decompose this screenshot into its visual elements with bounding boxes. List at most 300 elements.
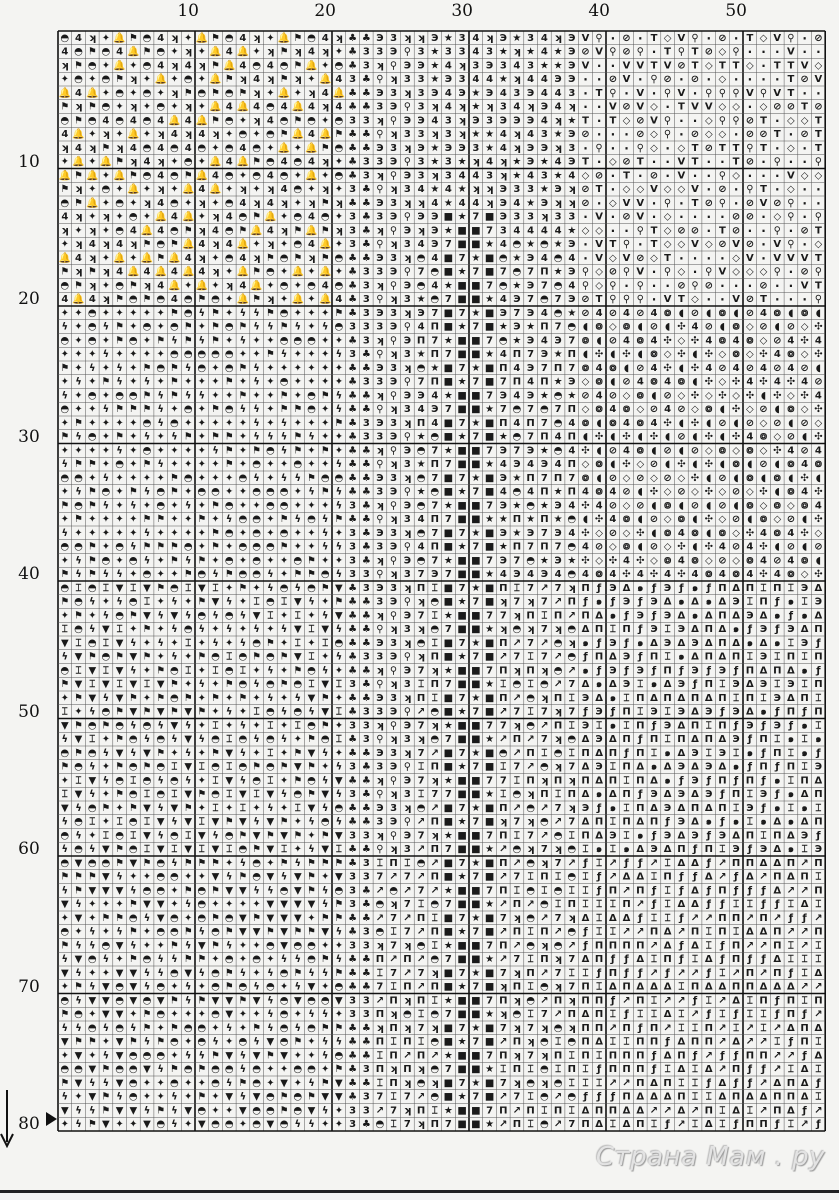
pattern-symbol-f: ƒ: [733, 1119, 739, 1130]
pattern-symbol-k: ʞ: [554, 982, 561, 993]
pattern-symbol-arrow: ↗: [499, 707, 507, 718]
pattern-symbol-club: ♣: [362, 1078, 371, 1089]
pattern-symbol-delta: Δ: [705, 638, 713, 649]
pattern-symbol-diamond: ◇: [595, 280, 603, 291]
pattern-symbol-half: ◓: [266, 542, 275, 553]
pattern-symbol-tie: ⌶: [336, 734, 342, 745]
pattern-symbol-arrow: ↗: [526, 734, 534, 745]
pattern-symbol-half: ◓: [526, 885, 535, 896]
pattern-symbol-e: Э: [513, 322, 520, 333]
pattern-symbol-triangle: ▼: [143, 610, 151, 621]
pattern-symbol-f: ƒ: [610, 954, 616, 965]
pattern-symbol-drop: ◖: [692, 349, 697, 360]
pattern-symbol-pi: Π: [622, 982, 630, 993]
pattern-symbol-pi: Π: [746, 665, 754, 676]
pattern-symbol-k: ʞ: [513, 1023, 520, 1034]
pattern-symbol-flag: ⚑: [293, 830, 302, 841]
pattern-symbol-arrow: ↗: [609, 1078, 617, 1089]
pattern-symbol-v: V: [691, 184, 699, 195]
pattern-symbol-half: ◓: [321, 569, 330, 580]
pattern-symbol-star: ★: [567, 390, 576, 401]
pattern-symbol-k: ʞ: [390, 459, 397, 470]
pattern-symbol-plus: ✦: [170, 47, 178, 58]
pattern-symbol-delta: Δ: [650, 775, 658, 786]
pattern-symbol-arrow: ↗: [376, 1105, 384, 1116]
pattern-symbol-zero: ⊘: [814, 33, 822, 44]
pattern-symbol-plus: ✦: [239, 1023, 247, 1034]
pattern-symbol-plus: ✦: [321, 982, 329, 993]
pattern-symbol-plus: ✦: [211, 707, 219, 718]
pattern-symbol-diamond: ◇: [801, 170, 809, 181]
pattern-symbol-plus: ✦: [335, 720, 343, 731]
pattern-symbol-zero: ⊘: [746, 294, 754, 305]
bottom-divider: [0, 1190, 839, 1193]
pattern-symbol-tie: ⌶: [596, 858, 602, 869]
pattern-symbol-spiral: ៙: [609, 418, 617, 429]
pattern-symbol-star: ★: [471, 638, 480, 649]
pattern-symbol-plus: ✦: [280, 294, 288, 305]
pattern-symbol-e: Э: [691, 665, 698, 676]
pattern-symbol-half: ◓: [266, 597, 275, 608]
pattern-symbol-half: ◓: [225, 830, 234, 841]
pattern-symbol-half: ◓: [60, 335, 69, 346]
pattern-symbol-pi: Π: [568, 899, 576, 910]
pattern-symbol-cross: ✣: [622, 569, 630, 580]
pattern-symbol-flag: ⚑: [321, 1078, 330, 1089]
pattern-symbol-dot: ·: [734, 31, 739, 45]
pattern-symbol-dot: ·: [816, 86, 821, 100]
pattern-symbol-dot: ·: [720, 210, 725, 224]
pattern-symbol-bolt: ϟ: [89, 597, 96, 608]
pattern-symbol-t: T: [815, 253, 822, 264]
pattern-symbol-tie: ⌶: [185, 583, 191, 594]
pattern-symbol-three: 3: [445, 157, 452, 168]
pattern-symbol-e: Э: [541, 569, 548, 580]
pattern-symbol-drop: ◖: [747, 514, 752, 525]
pattern-symbol-four: 4: [787, 445, 794, 456]
pattern-symbol-half: ◓: [156, 363, 165, 374]
pattern-symbol-pi: Π: [595, 624, 603, 635]
pattern-symbol-swirl: ๑: [788, 844, 794, 855]
pattern-symbol-club: ♣: [362, 102, 371, 113]
pattern-symbol-diamond: ◇: [815, 528, 823, 539]
pattern-symbol-arrow: ↗: [417, 817, 425, 828]
pattern-symbol-k: ʞ: [527, 1037, 534, 1048]
pattern-symbol-pi: Π: [568, 1064, 576, 1075]
pattern-symbol-seven: 7: [445, 734, 452, 745]
pattern-symbol-flag: ⚑: [334, 1064, 343, 1075]
pattern-symbol-k: ʞ: [568, 184, 575, 195]
pattern-symbol-plus: ✦: [184, 514, 192, 525]
pattern-symbol-plus: ✦: [88, 212, 96, 223]
pattern-symbol-four: 4: [760, 555, 767, 566]
pattern-symbol-block: ■: [471, 734, 480, 745]
pattern-symbol-cross: ✣: [800, 473, 808, 484]
pattern-symbol-half: ◓: [102, 652, 111, 663]
pattern-symbol-club: ♣: [348, 665, 357, 676]
pattern-symbol-club: ♣: [362, 487, 371, 498]
pattern-symbol-four: 4: [596, 390, 603, 401]
pattern-symbol-delta: Δ: [678, 638, 686, 649]
pattern-symbol-bolt: ϟ: [130, 720, 137, 731]
pattern-symbol-k: ʞ: [376, 60, 383, 71]
pattern-symbol-dot: ·: [652, 265, 657, 279]
pattern-symbol-half: ◓: [197, 363, 206, 374]
pattern-symbol-half: ◓: [540, 1037, 549, 1048]
pattern-symbol-k: ʞ: [527, 597, 534, 608]
pattern-symbol-delta: Δ: [760, 638, 768, 649]
pattern-symbol-tie: ⌶: [528, 679, 534, 690]
pattern-symbol-pi: Π: [403, 982, 411, 993]
pattern-symbol-half: ◓: [335, 170, 344, 181]
pattern-symbol-triangle: ▼: [239, 789, 247, 800]
pattern-symbol-drop: ◖: [665, 432, 670, 443]
pattern-symbol-dot: ·: [720, 155, 725, 169]
pattern-symbol-bolt: ϟ: [253, 322, 260, 333]
pattern-symbol-swirl: ๑: [801, 720, 807, 731]
pattern-symbol-spiral: ៙: [746, 555, 754, 566]
pattern-symbol-dot: ·: [775, 45, 780, 59]
pattern-symbol-plus: ✦: [280, 982, 288, 993]
pattern-symbol-zero: ⊘: [773, 102, 781, 113]
pattern-symbol-three: 3: [404, 679, 411, 690]
pattern-symbol-cross: ✣: [650, 569, 658, 580]
pattern-symbol-plus: ✦: [225, 418, 233, 429]
pattern-symbol-half: ◓: [143, 143, 152, 154]
pattern-symbol-plus: ✦: [307, 322, 315, 333]
pattern-symbol-k: ʞ: [376, 500, 383, 511]
pattern-symbol-e: Э: [431, 88, 438, 99]
pattern-symbol-half: ◓: [252, 1105, 261, 1116]
pattern-symbol-club: ♣: [348, 404, 357, 415]
pattern-symbol-star: ★: [485, 679, 494, 690]
pattern-symbol-half: ◓: [115, 830, 124, 841]
pattern-symbol-arrow: ↗: [513, 1105, 521, 1116]
pattern-symbol-drop: ◖: [706, 528, 711, 539]
pattern-symbol-dot: ·: [624, 224, 629, 238]
pattern-symbol-half: ◓: [88, 954, 97, 965]
pattern-symbol-f: ƒ: [623, 638, 629, 649]
pattern-symbol-plus: ✦: [143, 212, 151, 223]
pattern-symbol-flag: ⚑: [321, 693, 330, 704]
pattern-symbol-half: ◓: [102, 858, 111, 869]
pattern-symbol-half: ◓: [513, 239, 522, 250]
pattern-symbol-dot: ·: [761, 59, 766, 73]
pattern-symbol-half: ◓: [266, 102, 275, 113]
pattern-symbol-k: ʞ: [417, 734, 424, 745]
pattern-symbol-dot: ·: [679, 114, 684, 128]
pattern-symbol-bell: 🔔: [113, 32, 125, 44]
pattern-symbol-delta: Δ: [732, 583, 740, 594]
pattern-symbol-e: Э: [705, 707, 712, 718]
pattern-symbol-star: ★: [485, 1009, 494, 1020]
pattern-symbol-half: ◓: [293, 1092, 302, 1103]
pattern-symbol-club: ♣: [362, 693, 371, 704]
pattern-symbol-f: ƒ: [760, 775, 766, 786]
pattern-symbol-bell: 🔔: [168, 114, 180, 126]
pattern-symbol-key: ⚲: [623, 267, 630, 278]
pattern-symbol-tie: ⌶: [624, 803, 630, 814]
pattern-symbol-bolt: ϟ: [308, 487, 315, 498]
pattern-symbol-plus: ✦: [294, 734, 302, 745]
pattern-symbol-four: 4: [568, 500, 575, 511]
pattern-symbol-block: ■: [471, 610, 480, 621]
pattern-symbol-tie: ⌶: [432, 995, 438, 1006]
pattern-symbol-four: 4: [555, 157, 562, 168]
pattern-symbol-tie: ⌶: [130, 830, 136, 841]
pattern-symbol-half: ◓: [225, 665, 234, 676]
pattern-symbol-plus: ✦: [198, 47, 206, 58]
pattern-symbol-k: ʞ: [335, 225, 342, 236]
pattern-symbol-half: ◓: [170, 693, 179, 704]
pattern-symbol-bolt: ϟ: [157, 390, 164, 401]
pattern-symbol-e: Э: [376, 748, 383, 759]
pattern-symbol-pi: Π: [581, 583, 589, 594]
pattern-symbol-bolt: ϟ: [294, 1023, 301, 1034]
pattern-symbol-four: 4: [500, 88, 507, 99]
pattern-symbol-bell: 🔔: [196, 114, 208, 126]
pattern-symbol-half: ◓: [184, 404, 193, 415]
row-number-label: 50: [18, 702, 40, 722]
pattern-symbol-zero: ⊘: [581, 294, 589, 305]
pattern-symbol-k: ʞ: [376, 775, 383, 786]
pattern-symbol-half: ◓: [225, 115, 234, 126]
pattern-symbol-k: ʞ: [130, 239, 137, 250]
pattern-symbol-diamond: ◇: [664, 184, 672, 195]
pattern-symbol-drop: ◖: [720, 322, 725, 333]
pattern-symbol-triangle: ▼: [294, 995, 302, 1006]
pattern-symbol-club: ♣: [362, 528, 371, 539]
pattern-symbol-k: ʞ: [554, 33, 561, 44]
pattern-symbol-bolt: ϟ: [281, 707, 288, 718]
pattern-symbol-bolt: ϟ: [75, 487, 82, 498]
pattern-symbol-pi: Π: [759, 913, 767, 924]
pattern-symbol-half: ◓: [307, 720, 316, 731]
pattern-symbol-e: Э: [554, 528, 561, 539]
pattern-symbol-tie: ⌶: [555, 1064, 561, 1075]
pattern-symbol-tie: ⌶: [89, 817, 95, 828]
pattern-symbol-four: 4: [431, 418, 438, 429]
pattern-symbol-f: ƒ: [760, 954, 766, 965]
pattern-symbol-k: ʞ: [486, 198, 493, 209]
pattern-symbol-four: 4: [609, 404, 616, 415]
pattern-symbol-star: ★: [444, 390, 453, 401]
pattern-symbol-f: ƒ: [788, 968, 794, 979]
pattern-symbol-half: ◓: [143, 569, 152, 580]
pattern-symbol-e: Э: [527, 88, 534, 99]
pattern-symbol-four: 4: [500, 349, 507, 360]
pattern-symbol-tie: ⌶: [665, 652, 671, 663]
pattern-symbol-spiral: ៙: [787, 349, 795, 360]
pattern-symbol-drop: ◖: [706, 500, 711, 511]
pattern-symbol-e: Э: [500, 390, 507, 401]
pattern-symbol-flag: ⚑: [156, 542, 165, 553]
pattern-symbol-triangle: ▼: [212, 844, 220, 855]
pattern-symbol-block: ■: [444, 542, 453, 553]
pattern-symbol-drop: ◖: [665, 459, 670, 470]
pattern-symbol-half: ◓: [211, 294, 220, 305]
pattern-symbol-f: ƒ: [582, 707, 588, 718]
pattern-symbol-club: ♣: [348, 1023, 357, 1034]
pattern-symbol-bolt: ϟ: [171, 597, 178, 608]
pattern-symbol-four: 4: [815, 335, 822, 346]
pattern-symbol-club: ♣: [348, 693, 357, 704]
pattern-symbol-half: ◓: [335, 638, 344, 649]
pattern-symbol-e: Э: [404, 555, 411, 566]
pattern-symbol-zero: ⊘: [787, 514, 795, 525]
pattern-symbol-bolt: ϟ: [308, 844, 315, 855]
pattern-symbol-delta: Δ: [595, 775, 603, 786]
pattern-symbol-f: ƒ: [774, 707, 780, 718]
pattern-symbol-seven: 7: [472, 487, 479, 498]
pattern-symbol-cross: ✣: [800, 528, 808, 539]
pattern-symbol-e: Э: [650, 597, 657, 608]
pattern-symbol-flag: ⚑: [60, 597, 69, 608]
pattern-symbol-seven: 7: [472, 707, 479, 718]
pattern-symbol-pi: Π: [431, 652, 439, 663]
pattern-symbol-star: ★: [458, 1092, 467, 1103]
pattern-symbol-plus: ✦: [129, 624, 137, 635]
pattern-symbol-flag: ⚑: [293, 60, 302, 71]
pattern-symbol-plus: ✦: [184, 872, 192, 883]
pattern-symbol-four: 4: [198, 267, 205, 278]
pattern-symbol-bolt: ϟ: [336, 404, 343, 415]
pattern-symbol-tie: ⌶: [500, 762, 506, 773]
pattern-symbol-tie: ⌶: [295, 803, 301, 814]
pattern-symbol-flag: ⚑: [280, 74, 289, 85]
pattern-symbol-key: ⚲: [404, 102, 411, 113]
pattern-symbol-club: ♣: [362, 74, 371, 85]
pattern-symbol-cross: ✣: [663, 335, 671, 346]
pattern-symbol-f: ƒ: [664, 817, 670, 828]
pattern-symbol-three: 3: [390, 308, 397, 319]
pattern-symbol-plus: ✦: [115, 418, 123, 429]
pattern-symbol-f: ƒ: [788, 1037, 794, 1048]
pattern-symbol-block: ■: [444, 803, 453, 814]
pattern-symbol-e: Э: [376, 308, 383, 319]
pattern-symbol-bolt: ϟ: [198, 679, 205, 690]
pattern-symbol-pi: Π: [759, 597, 767, 608]
pattern-symbol-pi: Π: [499, 885, 507, 896]
pattern-symbol-f: ƒ: [774, 789, 780, 800]
pattern-symbol-four: 4: [157, 225, 164, 236]
pattern-symbol-zero: ⊘: [622, 157, 630, 168]
pattern-symbol-bolt: ϟ: [253, 363, 260, 374]
pattern-symbol-plus: ✦: [115, 308, 123, 319]
pattern-symbol-f: ƒ: [760, 720, 766, 731]
pattern-symbol-three: 3: [363, 995, 370, 1006]
pattern-symbol-arrow: ↗: [540, 968, 548, 979]
pattern-symbol-half: ◓: [170, 775, 179, 786]
pattern-symbol-dot: ·: [789, 224, 794, 238]
pattern-symbol-drop: ◖: [651, 445, 656, 456]
pattern-symbol-e: Э: [376, 803, 383, 814]
pattern-symbol-plus: ✦: [102, 734, 110, 745]
pattern-symbol-v: V: [623, 74, 631, 85]
pattern-symbol-bolt: ϟ: [116, 597, 123, 608]
pattern-symbol-f: ƒ: [719, 1050, 725, 1061]
pattern-symbol-key: ⚲: [609, 88, 616, 99]
pattern-symbol-t: T: [664, 253, 671, 264]
pattern-symbol-delta: Δ: [801, 1092, 809, 1103]
pattern-symbol-half: ◓: [74, 500, 83, 511]
pattern-symbol-delta: Δ: [623, 872, 631, 883]
pattern-symbol-three: 3: [363, 652, 370, 663]
pattern-symbol-flag: ⚑: [156, 1105, 165, 1116]
pattern-symbol-triangle: ▼: [157, 995, 165, 1006]
pattern-symbol-pi: Π: [636, 1037, 644, 1048]
pattern-symbol-diamond: ◇: [787, 143, 795, 154]
pattern-symbol-pi: Π: [417, 693, 425, 704]
pattern-symbol-triangle: ▼: [225, 748, 233, 759]
pattern-symbol-half: ◓: [184, 542, 193, 553]
pattern-symbol-arrow: ↗: [759, 1037, 767, 1048]
pattern-symbol-bolt: ϟ: [185, 940, 192, 951]
pattern-symbol-half: ◓: [239, 762, 248, 773]
pattern-symbol-four: 4: [541, 33, 548, 44]
pattern-symbol-zero: ⊘: [581, 47, 589, 58]
pattern-symbol-delta: Δ: [787, 1105, 795, 1116]
pattern-symbol-bell: 🔔: [86, 197, 98, 209]
pattern-symbol-bolt: ϟ: [75, 377, 82, 388]
pattern-symbol-flag: ⚑: [307, 927, 316, 938]
pattern-symbol-spiral: ៙: [787, 404, 795, 415]
pattern-symbol-plus: ✦: [211, 1023, 219, 1034]
pattern-symbol-bolt: ϟ: [336, 1037, 343, 1048]
pattern-symbol-four: 4: [61, 47, 68, 58]
pattern-symbol-four: 4: [541, 74, 548, 85]
pattern-symbol-zero: ⊘: [622, 102, 630, 113]
pattern-symbol-four: 4: [555, 225, 562, 236]
pattern-symbol-star: ★: [485, 404, 494, 415]
pattern-symbol-star: ★: [554, 129, 563, 140]
pattern-symbol-dot: ·: [638, 31, 643, 45]
pattern-symbol-zero: ⊘: [691, 225, 699, 236]
pattern-symbol-flag: ⚑: [60, 1078, 69, 1089]
pattern-symbol-half: ◓: [225, 500, 234, 511]
pattern-symbol-star: ★: [430, 363, 439, 374]
pattern-symbol-flag: ⚑: [307, 1092, 316, 1103]
pattern-symbol-e: Э: [404, 720, 411, 731]
pattern-symbol-plus: ✦: [280, 459, 288, 470]
pattern-symbol-half: ◓: [88, 858, 97, 869]
pattern-symbol-arrow: ↗: [773, 1023, 781, 1034]
pattern-symbol-flag: ⚑: [170, 707, 179, 718]
pattern-symbol-tie: ⌶: [295, 610, 301, 621]
pattern-symbol-t: T: [733, 60, 740, 71]
pattern-symbol-plus: ✦: [129, 1009, 137, 1020]
pattern-symbol-star: ★: [471, 418, 480, 429]
pattern-symbol-cross: ✣: [581, 528, 589, 539]
pattern-symbol-plus: ✦: [115, 212, 123, 223]
pattern-symbol-e: Э: [760, 652, 767, 663]
pattern-symbol-club: ♣: [348, 1064, 357, 1075]
pattern-symbol-triangle: ▼: [253, 610, 261, 621]
pattern-symbol-plus: ✦: [102, 817, 110, 828]
pattern-symbol-three: 3: [527, 184, 534, 195]
pattern-symbol-three: 3: [349, 322, 356, 333]
pattern-symbol-triangle: ▼: [116, 1078, 124, 1089]
pattern-symbol-plus: ✦: [294, 844, 302, 855]
pattern-symbol-four: 4: [733, 335, 740, 346]
pattern-symbol-four: 4: [760, 363, 767, 374]
pattern-symbol-key: ⚲: [390, 225, 397, 236]
pattern-symbol-three: 3: [404, 184, 411, 195]
pattern-symbol-triangle: ▼: [321, 624, 329, 635]
pattern-symbol-plus: ✦: [252, 239, 260, 250]
pattern-symbol-spiral: ៙: [705, 404, 713, 415]
pattern-symbol-bell: 🔔: [59, 252, 71, 264]
